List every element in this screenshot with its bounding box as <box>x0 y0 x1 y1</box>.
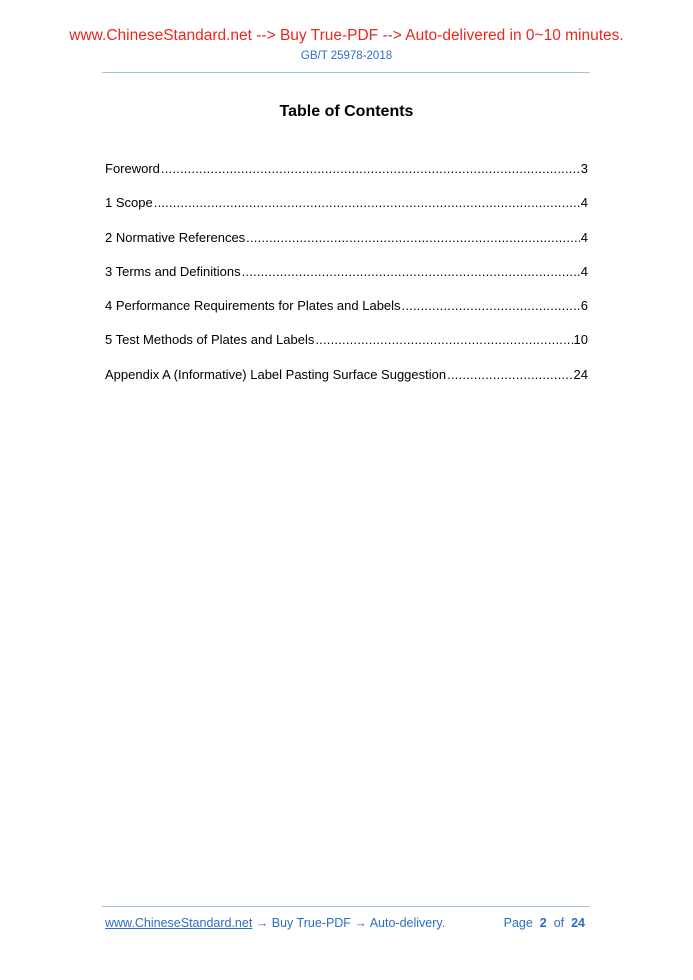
toc-dot-leader <box>242 264 580 279</box>
toc-entry-label[interactable]: 1 Scope <box>105 195 153 211</box>
page-counter <box>504 916 585 930</box>
footer-site-link[interactable]: www.ChineseStandard.net <box>105 916 253 930</box>
toc-entry-label[interactable]: Appendix A (Informative) Label Pasting Surface Suggestion <box>105 366 447 382</box>
toc-dot-leader <box>315 332 572 347</box>
promo-banner[interactable]: www.ChineseStandard.net --> Buy True-PDF --> Auto-delivered in 0~10 minutes. <box>69 27 624 44</box>
toc-entry-performance-requirements[interactable] <box>105 298 588 332</box>
toc-entry-test-methods[interactable] <box>105 332 588 366</box>
toc-dot-leader <box>447 367 572 382</box>
toc-entry-page: 4 <box>580 229 588 245</box>
toc-dot-leader <box>161 161 580 176</box>
total-pages-number: 24 <box>571 916 585 930</box>
toc-entry-label[interactable]: 2 Normative References <box>105 229 246 245</box>
page-title: Table of Contents <box>279 103 414 120</box>
toc-entry-terms-definitions[interactable] <box>105 264 588 298</box>
current-page-number: 2 <box>539 916 547 930</box>
footer-divider <box>102 906 590 907</box>
toc-entry-normative-references[interactable] <box>105 230 588 264</box>
document-code: GB/T 25978-2018 <box>300 50 393 62</box>
toc-dot-leader <box>246 230 580 245</box>
toc-entry-scope[interactable] <box>105 195 588 229</box>
toc-entry-label[interactable]: 4 Performance Requirements for Plates and Labels <box>105 298 401 314</box>
toc-entry-page: 4 <box>580 263 588 279</box>
toc-entry-label[interactable]: Foreword <box>105 161 160 176</box>
table-of-contents <box>105 161 588 401</box>
footer-tagline: → Buy True-PDF → Auto-delivery. <box>252 916 446 930</box>
toc-dot-leader <box>402 298 580 313</box>
page-word: Page <box>503 916 533 930</box>
footer-promo <box>105 916 445 930</box>
toc-entry-page: 3 <box>580 161 588 176</box>
of-word: of <box>553 916 565 930</box>
toc-entry-label[interactable]: 5 Test Methods of Plates and Labels <box>105 332 315 348</box>
toc-dot-leader <box>154 195 580 210</box>
toc-entry-foreword[interactable] <box>105 161 588 195</box>
toc-entry-page: 24 <box>573 366 588 382</box>
toc-entry-page: 4 <box>580 195 588 211</box>
toc-entry-page: 6 <box>580 298 588 314</box>
header-divider <box>102 72 590 73</box>
toc-entry-appendix-a[interactable] <box>105 367 588 401</box>
toc-entry-label[interactable]: 3 Terms and Definitions <box>105 263 241 279</box>
toc-entry-page: 10 <box>573 332 588 348</box>
